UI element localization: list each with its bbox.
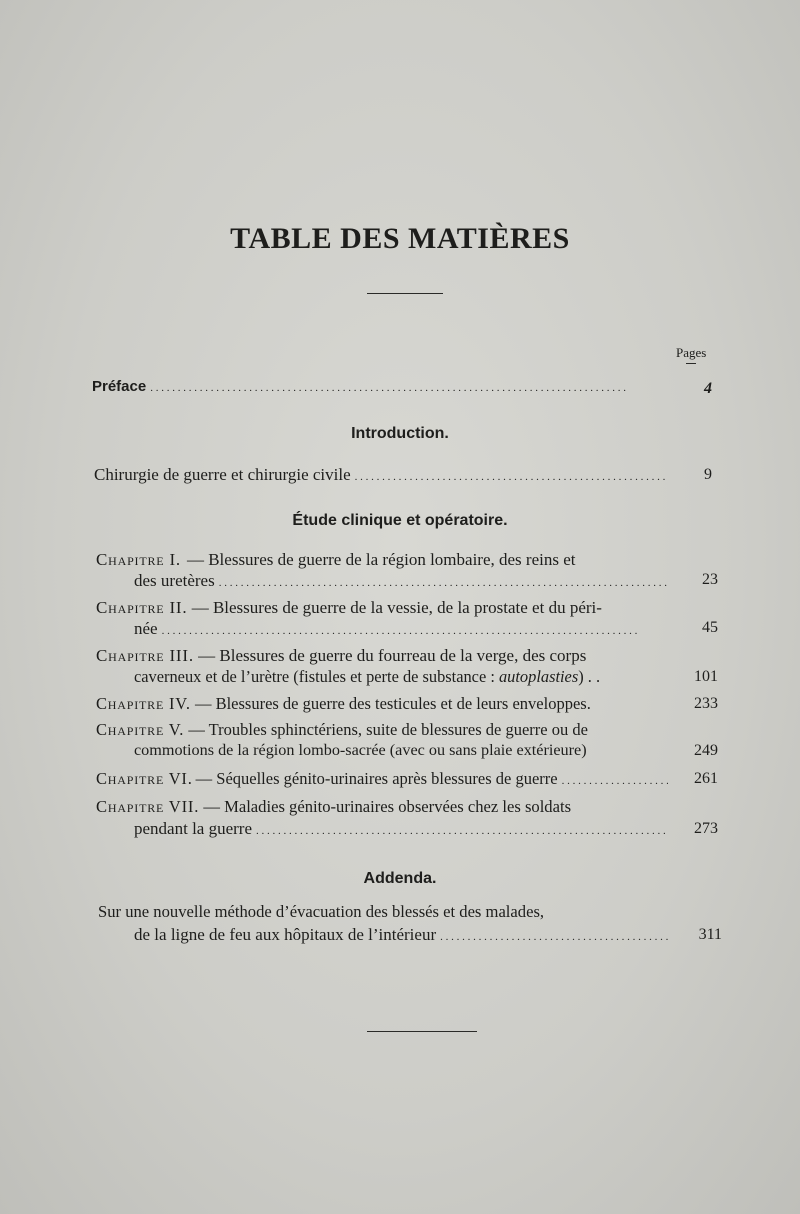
bottom-rule <box>367 1031 477 1032</box>
page-title: TABLE DES MATIÈRES <box>230 222 570 255</box>
addenda-line2[interactable] <box>134 925 672 945</box>
section-addenda: Addenda. <box>363 870 437 887</box>
chapter-5-title-cont: commotions de la région lombo-sacrée (avec ou sans plaie extérieure) <box>134 741 587 759</box>
chapter-7-label: Chapitre VII. <box>96 797 200 816</box>
chapter-7-line2[interactable] <box>134 819 672 839</box>
addenda-title-cont: de la ligne de feu aux hôpitaux de l’intérieur <box>134 925 437 944</box>
section-introduction: Introduction. <box>351 425 449 442</box>
chapter-7-title: — Maladies génito-urinaires observées chez les soldats <box>203 797 572 816</box>
chapter-5-line1[interactable] <box>96 720 676 740</box>
chapter-7-title-cont: pendant la guerre <box>134 819 252 838</box>
chapter-3-line2[interactable] <box>134 667 600 687</box>
pages-header-dash <box>686 363 696 364</box>
chapter-2-line2[interactable] <box>134 619 672 639</box>
dot-leader <box>355 471 666 483</box>
dot-leader <box>256 825 668 837</box>
chapter-4-label: Chapitre IV. <box>96 694 191 713</box>
title-rule <box>367 293 443 294</box>
intro-entry-label: Chirurgie de guerre et chirurgie civile <box>94 465 351 484</box>
toc-entry-preface[interactable] <box>92 378 670 395</box>
chapter-7-page: 273 <box>694 820 718 837</box>
chapter-1-title-cont: des uretères <box>134 571 215 590</box>
chapter-4-page: 233 <box>694 695 718 712</box>
chapter-1-label: Chapitre I. <box>96 550 181 569</box>
chapter-3-line1[interactable] <box>96 646 676 666</box>
pages-header-label: Pages <box>676 345 707 360</box>
chapter-3-page: 101 <box>694 668 718 685</box>
chapter-6-line1[interactable] <box>96 769 672 789</box>
intro-entry-page: 9 <box>704 466 712 483</box>
dot-leader <box>562 775 668 787</box>
chapter-2-label: Chapitre II. <box>96 598 188 617</box>
chapter-5-page: 249 <box>694 742 718 759</box>
preface-page: 4 <box>704 380 712 397</box>
chapter-5-label: Chapitre V. <box>96 720 185 739</box>
addenda-line1[interactable] <box>98 902 544 922</box>
chapter-2-title: — Blessures de guerre de la vessie, de la prostate et du péri- <box>191 598 602 617</box>
chapter-2-page: 45 <box>702 619 718 636</box>
chapter-3-title-italic: autoplasties <box>498 667 579 686</box>
chapter-1-line2[interactable] <box>134 571 672 591</box>
addenda-title: Sur une nouvelle méthode d’évacuation des blessés et des malades, <box>98 902 545 921</box>
chapter-5-line2[interactable] <box>134 741 587 760</box>
dot-leader <box>162 625 668 637</box>
chapter-2-title-cont: née <box>134 619 158 638</box>
dot-leader <box>219 577 668 589</box>
chapter-4-title: — Blessures de guerre des testicules et de leurs enveloppes. <box>194 694 591 713</box>
chapter-2-line1[interactable] <box>96 598 676 618</box>
toc-entry-intro[interactable] <box>94 465 670 485</box>
chapter-6-title: — Séquelles génito-urinaires après blessures de guerre <box>195 769 558 788</box>
chapter-4-line1[interactable] <box>96 694 676 714</box>
dot-leader: . . <box>583 667 601 686</box>
chapter-1-title: — Blessures de guerre de la région lombaire, des reins et <box>186 550 576 569</box>
chapter-7-line1[interactable] <box>96 797 676 817</box>
chapter-6-page: 261 <box>694 770 718 787</box>
chapter-1-line1[interactable] <box>96 550 672 570</box>
chapter-3-title-cont: caverneux et de l’urètre (fistules et perte de substance : <box>134 667 499 686</box>
chapter-3-title: — Blessures de guerre du fourreau de la verge, des corps <box>198 646 587 665</box>
pages-column-header <box>676 345 706 364</box>
dot-leader <box>150 382 666 394</box>
addenda-page: 311 <box>698 926 722 943</box>
chapter-6-label: Chapitre VI. <box>96 769 193 788</box>
chapter-5-title: — Troubles sphinctériens, suite de blessures de guerre ou de <box>188 720 588 739</box>
chapter-3-label: Chapitre III. <box>96 646 194 665</box>
section-etude: Étude clinique et opératoire. <box>292 512 508 529</box>
preface-label: Préface <box>92 378 147 395</box>
dot-leader <box>440 931 668 943</box>
chapter-1-page: 23 <box>702 571 718 588</box>
chapter-3-title-end: ) <box>578 667 584 686</box>
